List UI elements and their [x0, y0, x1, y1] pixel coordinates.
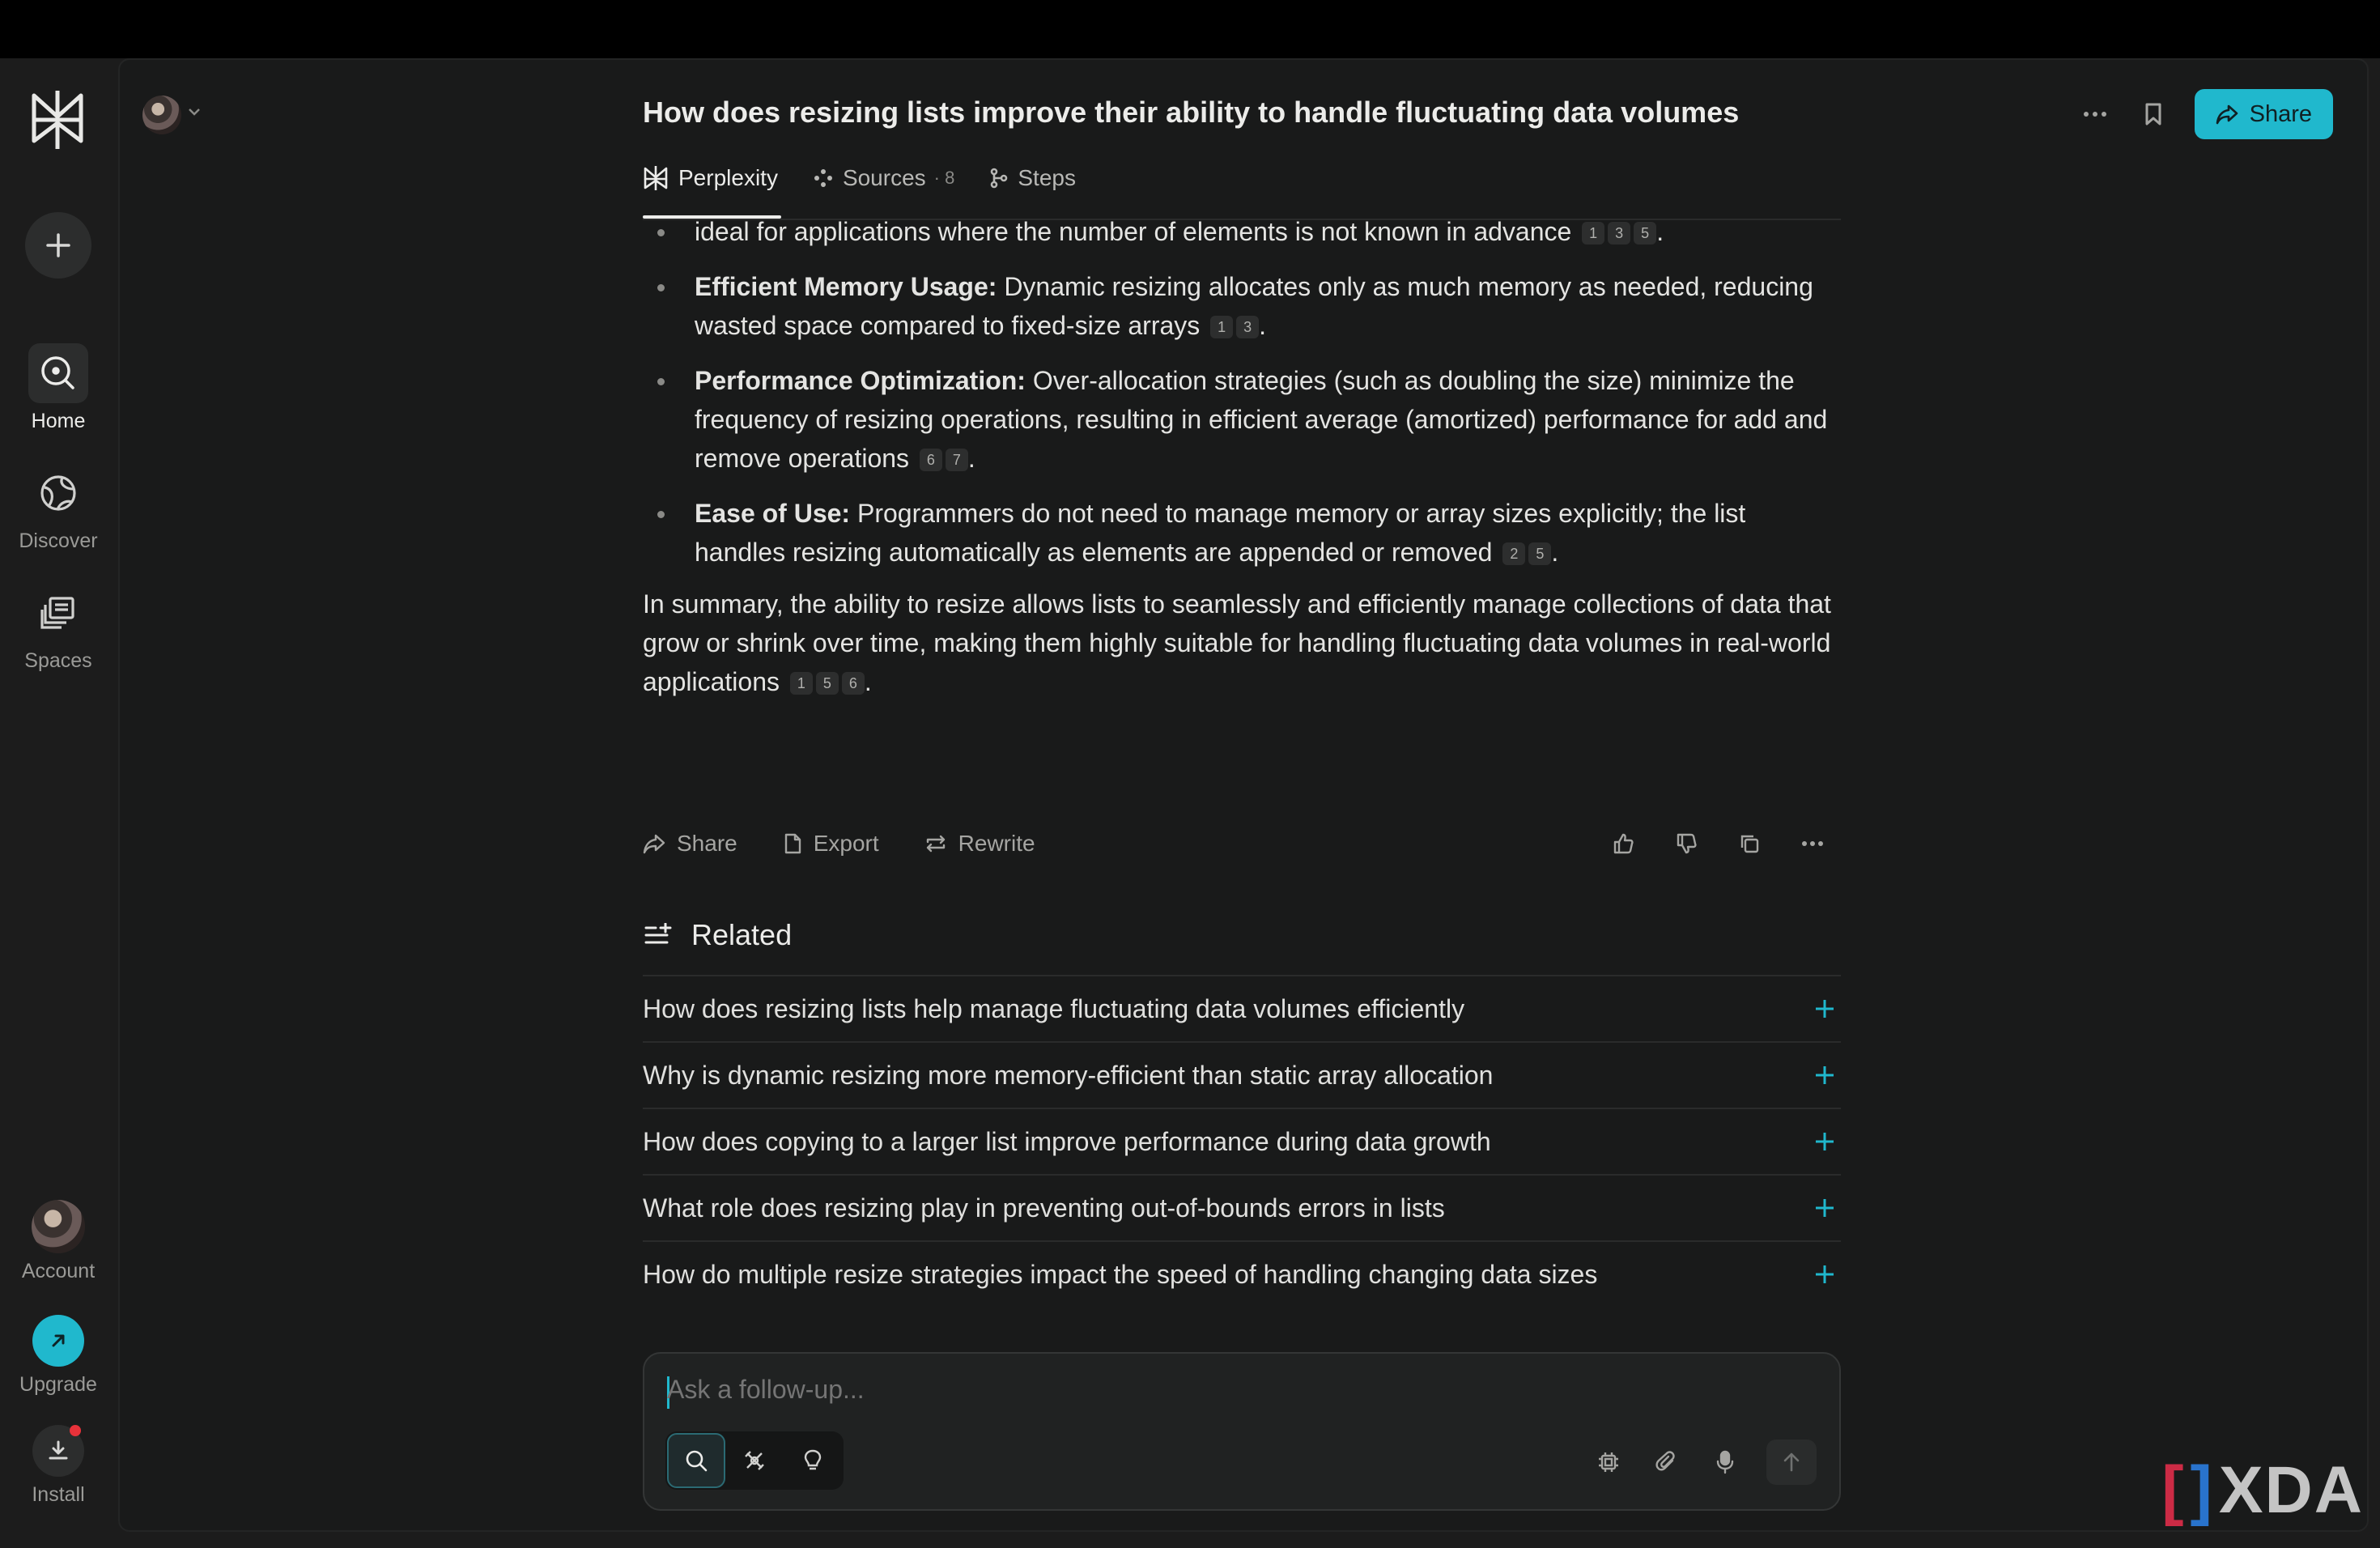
sidebar-item-discover[interactable] [0, 463, 117, 553]
list-item: Efficient Memory Usage: Dynamic resizing allocates only as much memory as needed, reducing wasted space compared to fixed-size arrays 1 3 . [643, 267, 1841, 345]
plus-icon [1814, 1131, 1835, 1152]
xda-watermark [2161, 1452, 2364, 1529]
arrow-up-right-icon [48, 1330, 69, 1351]
plus-icon [1814, 1197, 1835, 1218]
share-button[interactable] [2195, 89, 2333, 139]
sidebar-item-spaces[interactable] [0, 583, 117, 673]
search-circle-icon [39, 354, 78, 393]
thumbs-down-button[interactable] [1669, 827, 1703, 861]
spaces-icon [39, 593, 78, 632]
lightbulb-icon [802, 1448, 823, 1473]
thumbs-up-button[interactable] [1606, 827, 1640, 861]
share-arrow-icon [2216, 104, 2238, 125]
related-item[interactable] [643, 1240, 1841, 1307]
share-button-label: Share [2249, 100, 2312, 127]
sidebar-item-home[interactable] [0, 343, 117, 433]
composer-actions [1592, 1440, 1817, 1485]
tab-label: Perplexity [678, 165, 778, 190]
rewrite-label: Rewrite [958, 831, 1035, 856]
list-item: Performance Optimization: Over-allocation strategies (such as doubling the size) minimize the frequency of resizing operations, resulting in efficient average (amortized) performance for add and remove operations 6 7 . [643, 361, 1841, 478]
point-title: Efficient Memory Usage: [695, 272, 997, 301]
file-icon [783, 832, 802, 855]
point-text: Dynamic resizing allocates only as much memory as needed, reducing wasted space compared to fixed-size arrays [695, 272, 1813, 340]
watermark-bracket-right: ] [2190, 1453, 2214, 1527]
answer-share-button[interactable] [643, 831, 737, 857]
list-item: ideal for applications where the number of elements is not known in advance 1 3 5 . [643, 220, 1841, 251]
bookmark-button[interactable] [2136, 97, 2170, 131]
top-black-bar [0, 0, 2380, 58]
sidebar [0, 58, 117, 1548]
tab-sources[interactable] [814, 160, 954, 196]
citation-badge[interactable]: 5 [1634, 222, 1656, 245]
paperclip-icon [1655, 1450, 1679, 1474]
citation-badge[interactable]: 7 [946, 449, 968, 471]
more-options-button[interactable] [2078, 97, 2112, 131]
point-text: Over-allocation strategies (such as doubling the size) minimize the frequency of resizing operations, resulting in efficient average (amortized) performance for add and remove operations [695, 366, 1828, 473]
list-item: Ease of Use: Programmers do not need to manage memory or array sizes explicitly; the list handles resizing automatically as elements are appended or removed 2 5 . [643, 494, 1841, 572]
plus-icon [1814, 998, 1835, 1019]
related-list-icon [643, 923, 674, 947]
export-label: Export [813, 831, 879, 856]
account-label: Account [21, 1260, 96, 1282]
avatar [32, 1200, 85, 1253]
tab-perplexity[interactable] [643, 160, 778, 196]
voice-button[interactable] [1708, 1445, 1742, 1479]
answer-summary: In summary, the ability to resize allows lists to seamlessly and efficiently manage collections of data that grow or shrink over time, making them highly suitable for handling fluctuating data volumes in real-world applications 1 5 6 . [643, 589, 1831, 696]
top-actions [2078, 89, 2333, 139]
install-button[interactable] [0, 1425, 117, 1507]
tab-label: Steps [1018, 165, 1076, 190]
account-button[interactable] [0, 1200, 117, 1283]
upgrade-button[interactable] [0, 1315, 117, 1397]
sources-icon [814, 168, 833, 188]
citation-badge[interactable]: 6 [842, 672, 865, 695]
copy-button[interactable] [1732, 827, 1766, 861]
copy-icon [1738, 832, 1761, 855]
model-select-button[interactable] [1592, 1445, 1626, 1479]
citation-badge[interactable]: 5 [816, 672, 839, 695]
citation-badge[interactable]: 1 [1210, 316, 1233, 338]
watermark-bracket-left: [ [2161, 1453, 2186, 1527]
notification-dot [70, 1425, 81, 1436]
answer-content [643, 220, 1841, 1435]
citation-badge[interactable]: 1 [1582, 222, 1604, 245]
sources-count: · 8 [933, 168, 955, 188]
main-panel [118, 58, 2369, 1532]
sidebar-item-label: Spaces [24, 649, 92, 672]
avatar[interactable] [142, 96, 181, 134]
watermark-text: XDA [2218, 1453, 2364, 1527]
submit-button[interactable] [1766, 1440, 1817, 1485]
citation-badge[interactable]: 1 [790, 672, 813, 695]
download-icon [46, 1439, 70, 1463]
upgrade-label: Upgrade [19, 1373, 97, 1396]
mode-selector [665, 1431, 844, 1490]
new-thread-button[interactable] [25, 212, 91, 279]
tab-steps[interactable] [990, 160, 1076, 196]
related-item[interactable] [643, 1174, 1841, 1240]
perplexity-icon [643, 164, 669, 192]
bookmark-icon [2144, 102, 2163, 126]
ellipsis-icon [1801, 840, 1824, 847]
search-icon [684, 1448, 708, 1473]
point-text: Programmers do not need to manage memory or array sizes explicitly; the list handles resizing automatically as elements are appended or removed [695, 499, 1746, 567]
search-mode-button[interactable] [667, 1433, 725, 1488]
arrow-up-icon [1782, 1451, 1801, 1474]
answer-points [643, 220, 1841, 572]
thumbs-up-icon [1612, 832, 1634, 855]
plus-icon [1814, 1065, 1835, 1086]
answer-actions [643, 819, 1841, 868]
related-item-text: What role does resizing play in preventing out-of-bounds errors in lists [643, 1193, 1445, 1223]
citation-badge[interactable]: 3 [1608, 222, 1630, 245]
sidebar-item-label: Home [31, 410, 86, 432]
perplexity-logo-icon[interactable] [29, 87, 86, 152]
follow-up-composer [643, 1352, 1841, 1511]
steps-icon [990, 168, 1008, 189]
related-item-text: Why is dynamic resizing more memory-efficient than static array allocation [643, 1060, 1494, 1090]
plus-icon [1814, 1264, 1835, 1285]
point-title: Performance Optimization: [695, 366, 1026, 395]
citation-badge[interactable]: 3 [1236, 316, 1259, 338]
research-icon [742, 1448, 767, 1473]
related-item-text: How do multiple resize strategies impact the speed of handling changing data sizes [643, 1259, 1598, 1289]
answer-share-label: Share [677, 831, 737, 856]
chevron-down-icon[interactable] [188, 107, 201, 117]
thread-tabs [643, 160, 1076, 196]
related-list [643, 975, 1841, 1307]
chip-icon [1596, 1450, 1621, 1474]
research-mode-button[interactable] [725, 1433, 784, 1488]
answer-more-button[interactable] [1796, 827, 1830, 861]
related-item-text: How does copying to a larger list improve performance during data growth [643, 1126, 1491, 1156]
share-arrow-icon [643, 833, 665, 854]
labs-mode-button[interactable] [784, 1433, 842, 1488]
related-item[interactable] [643, 1108, 1841, 1174]
citation-badge[interactable]: 5 [1528, 542, 1551, 565]
follow-up-input[interactable] [667, 1375, 1800, 1405]
globe-icon [38, 473, 79, 513]
page-title: How does resizing lists improve their ability to handle fluctuating data volumes [643, 96, 1740, 129]
app-window [0, 58, 2380, 1548]
plus-icon [45, 232, 72, 259]
export-button[interactable] [783, 831, 879, 857]
related-item[interactable] [643, 975, 1841, 1041]
citation-badge[interactable]: 6 [920, 449, 942, 471]
related-item[interactable] [643, 1041, 1841, 1108]
sidebar-item-label: Discover [19, 529, 98, 552]
answer-text: ideal for applications where the number of elements is not known in advance [695, 220, 1572, 246]
install-label: Install [32, 1483, 85, 1506]
summary-text: In summary, the ability to resize allows lists to seamlessly and efficiently manage collections of data that grow or shrink over time, making them highly suitable for handling fluctuating data volumes in real-world applications [643, 589, 1831, 696]
point-title: Ease of Use: [695, 499, 851, 528]
ellipsis-icon [2083, 111, 2107, 117]
rewrite-button[interactable] [924, 831, 1035, 857]
related-title: Related [691, 918, 793, 951]
repeat-icon [924, 833, 947, 854]
thumbs-down-icon [1675, 832, 1698, 855]
citation-badge[interactable]: 2 [1502, 542, 1525, 565]
microphone-icon [1715, 1449, 1735, 1475]
tab-label: Sources [842, 165, 926, 190]
attach-button[interactable] [1650, 1445, 1684, 1479]
related-heading [643, 918, 792, 952]
related-item-text: How does resizing lists help manage fluctuating data volumes efficiently [643, 993, 1465, 1023]
